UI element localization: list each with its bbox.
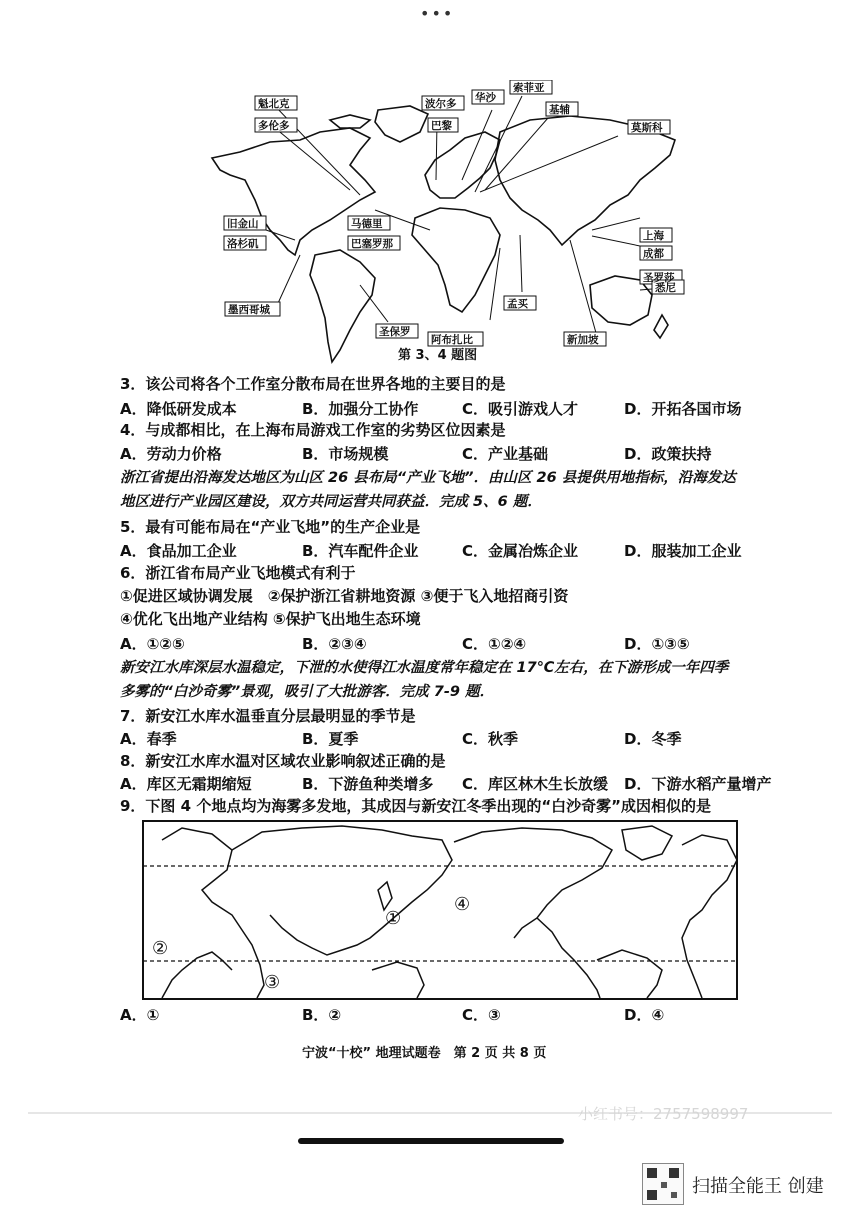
q7-option-b[interactable]: B．夏季 — [302, 730, 359, 748]
city-label: 魁北克 — [258, 98, 290, 110]
q5-option-d[interactable]: D．服装加工企业 — [624, 542, 742, 560]
question-8: 8．新安江水库水温对区域农业影响叙述正确的是 — [120, 752, 446, 770]
q8-option-c[interactable]: C．库区林木生长放缓 — [462, 775, 609, 793]
more-menu-icon[interactable]: ••• — [420, 4, 455, 23]
city-label: 基辅 — [549, 104, 570, 116]
map1-caption: 第 3、4 题图 — [398, 348, 478, 363]
q3-option-a[interactable]: A．降低研发成本 — [120, 400, 237, 418]
page-footer: 宁波“十校” 地理试题卷 第 2 页 共 8 页 — [302, 1046, 547, 1061]
world-map-2 — [142, 820, 738, 1000]
passage-7-9-line1: 新安江水库深层水温稳定，下泄的水使得江水温度常年稳定在 17℃左右，在下游形成一年四季 — [120, 660, 729, 676]
q8-option-a[interactable]: A．库区无霜期缩短 — [120, 775, 252, 793]
city-label: 巴塞罗那 — [351, 238, 393, 250]
city-label: 成都 — [643, 248, 664, 260]
marker-3: ③ — [264, 972, 281, 993]
city-label: 巴黎 — [431, 120, 452, 132]
city-label: 圣罗莎 — [643, 272, 675, 284]
q9-option-b[interactable]: B．② — [302, 1006, 342, 1024]
city-label: 波尔多 — [425, 98, 457, 110]
q5-option-b[interactable]: B．汽车配件企业 — [302, 542, 419, 560]
home-indicator[interactable] — [298, 1138, 564, 1144]
q4-option-a[interactable]: A．劳动力价格 — [120, 445, 222, 463]
city-label: 阿布扎比 — [431, 334, 473, 346]
scanner-credit: 扫描全能王 创建 — [692, 1176, 824, 1197]
city-label: 悉尼 — [655, 282, 676, 294]
q6-items-2: ④优化飞出地产业结构 ⑤保护飞出地生态环境 — [120, 610, 421, 628]
city-label: 圣保罗 — [379, 326, 411, 338]
city-label: 马德里 — [351, 218, 383, 230]
q6-option-d[interactable]: D．①③⑤ — [624, 635, 690, 653]
q8-option-d[interactable]: D．下游水稻产量增产 — [624, 775, 772, 793]
q8-option-b[interactable]: B．下游鱼种类增多 — [302, 775, 434, 793]
q7-option-a[interactable]: A．春季 — [120, 730, 177, 748]
scanner-logo-icon — [642, 1163, 684, 1205]
q6-option-a[interactable]: A．①②⑤ — [120, 635, 185, 653]
watermark: 小红书号：2757598997 — [578, 1105, 749, 1123]
city-label: 华沙 — [475, 92, 496, 104]
q6-option-b[interactable]: B．②③④ — [302, 635, 367, 653]
q4-option-b[interactable]: B．市场规模 — [302, 445, 389, 463]
q9-option-a[interactable]: A．① — [120, 1006, 160, 1024]
q5-option-a[interactable]: A．食品加工企业 — [120, 542, 237, 560]
q6-option-c[interactable]: C．①②④ — [462, 635, 527, 653]
question-4: 4．与成都相比，在上海布局游戏工作室的劣势区位因素是 — [120, 421, 506, 439]
city-label: 新加坡 — [567, 334, 599, 346]
passage-5-6-line2: 地区进行产业园区建设，双方共同运营共同获益．完成 5、6 题． — [120, 494, 542, 510]
question-7: 7．新安江水库水温垂直分层最明显的季节是 — [120, 707, 416, 725]
city-label: 墨西哥城 — [228, 304, 270, 316]
city-label: 多伦多 — [258, 120, 290, 132]
city-label: 莫斯科 — [631, 122, 663, 134]
city-label: 索菲亚 — [513, 82, 545, 94]
city-label: 上海 — [643, 230, 664, 242]
q6-items-1: ①促进区域协调发展 ②保护浙江省耕地资源 ③便于飞入地招商引资 — [120, 587, 569, 605]
question-6: 6．浙江省布局产业飞地模式有利于 — [120, 564, 356, 582]
world-map-1 — [200, 80, 690, 370]
q3-option-c[interactable]: C．吸引游戏人才 — [462, 400, 579, 418]
q4-option-c[interactable]: C．产业基础 — [462, 445, 549, 463]
passage-7-9-line2: 多雾的“白沙奇雾”景观，吸引了大批游客．完成 7-9 题． — [120, 684, 494, 700]
q9-option-d[interactable]: D．④ — [624, 1006, 665, 1024]
marker-2: ② — [152, 938, 169, 959]
marker-1: ① — [385, 908, 402, 929]
marker-4: ④ — [454, 894, 471, 915]
question-5: 5．最有可能布局在“产业飞地”的生产企业是 — [120, 518, 421, 536]
q9-option-c[interactable]: C．③ — [462, 1006, 501, 1024]
q3-option-b[interactable]: B．加强分工协作 — [302, 400, 419, 418]
question-9: 9．下图 4 个地点均为海雾多发地，其成因与新安江冬季出现的“白沙奇雾”成因相似的是 — [120, 797, 712, 815]
q7-option-c[interactable]: C．秋季 — [462, 730, 519, 748]
q7-option-d[interactable]: D．冬季 — [624, 730, 682, 748]
city-label: 洛杉矶 — [227, 238, 259, 250]
q4-option-d[interactable]: D．政策扶持 — [624, 445, 712, 463]
q3-option-d[interactable]: D．开拓各国市场 — [624, 400, 742, 418]
city-label: 旧金山 — [227, 218, 259, 230]
city-label: 孟买 — [507, 298, 528, 310]
passage-5-6-line1: 浙江省提出沿海发达地区为山区 26 县布局“产业飞地”．由山区 26 县提供用地指标，沿海发达 — [120, 470, 736, 486]
q5-option-c[interactable]: C．金属冶炼企业 — [462, 542, 579, 560]
question-3: 3．该公司将各个工作室分散布局在世界各地的主要目的是 — [120, 375, 506, 393]
